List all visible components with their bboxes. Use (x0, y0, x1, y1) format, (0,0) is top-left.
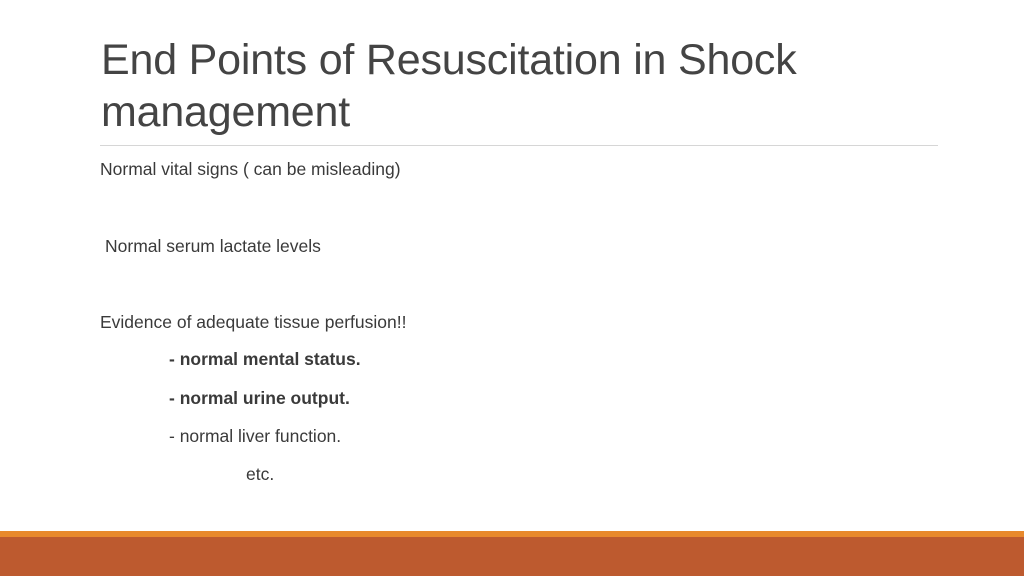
etc-text: etc. (246, 464, 275, 484)
sub-bullet-mental-status: - normal mental status. (169, 349, 361, 369)
title-divider (100, 145, 938, 146)
bullet-lactate: Normal serum lactate levels (105, 236, 321, 256)
sub-bullet-urine-output: - normal urine output. (169, 388, 350, 408)
footer-accent-bar-bottom (0, 537, 1024, 576)
slide-title: End Points of Resuscitation in Shock management (101, 36, 797, 136)
bullet-perfusion: Evidence of adequate tissue perfusion!! (100, 312, 407, 332)
sub-bullet-liver-function: - normal liver function. (169, 426, 342, 446)
bullet-vital-signs: Normal vital signs ( can be misleading) (100, 159, 401, 179)
